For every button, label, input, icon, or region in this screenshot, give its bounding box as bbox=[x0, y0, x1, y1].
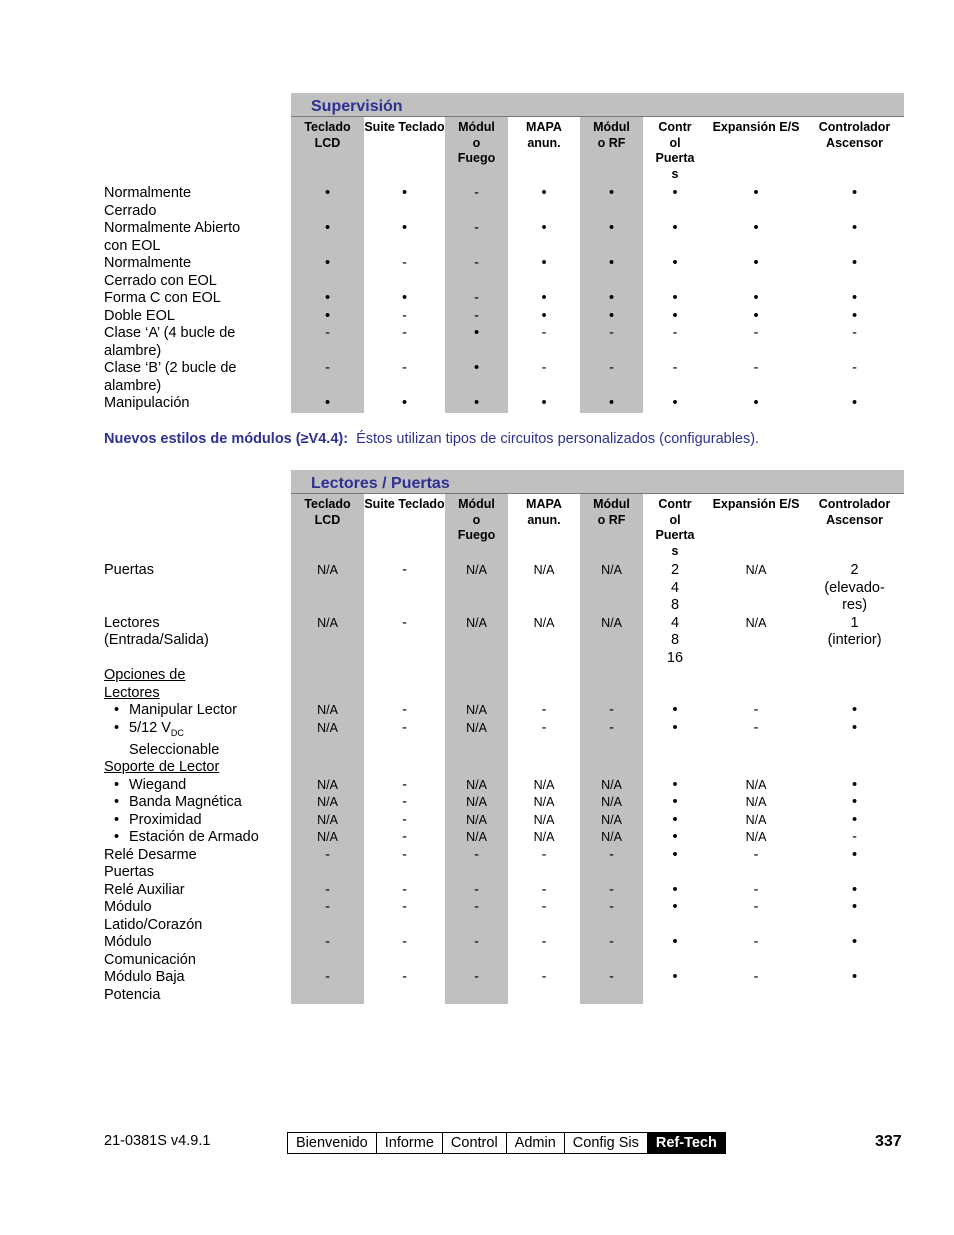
table-cell: - bbox=[580, 360, 643, 395]
table-cell: - bbox=[541, 899, 547, 916]
table-cell: • bbox=[541, 307, 547, 324]
table-cell: N/A bbox=[745, 795, 767, 810]
table-cell: • bbox=[541, 290, 547, 306]
table-cell: • bbox=[672, 969, 678, 986]
row-label: Módulo Baja Potencia bbox=[104, 969, 185, 1003]
column-header: Contr ol Puerta s bbox=[655, 497, 695, 558]
table-cell: • bbox=[580, 308, 643, 326]
bullet-icon: • bbox=[114, 794, 120, 811]
table-cell bbox=[805, 759, 904, 777]
table-cell: • bbox=[401, 290, 408, 306]
table-cell: • bbox=[753, 220, 759, 236]
table-cell: • bbox=[445, 395, 508, 413]
nav-tab-informe[interactable]: Informe bbox=[377, 1133, 443, 1153]
table-cell: • bbox=[291, 185, 364, 220]
table-cell: • bbox=[401, 220, 408, 236]
table-cell: N/A bbox=[745, 615, 767, 630]
table-cell: - bbox=[402, 719, 407, 736]
table-cell: - bbox=[445, 290, 508, 308]
table-row bbox=[104, 829, 904, 847]
table-cell: • bbox=[852, 811, 858, 828]
table-cell: - bbox=[541, 325, 547, 341]
table-cell: - bbox=[580, 325, 643, 360]
table-cell: - bbox=[580, 702, 643, 720]
table-cell: • bbox=[580, 255, 643, 290]
row-label: Forma C con EOL bbox=[104, 290, 221, 306]
table-cell: • bbox=[580, 395, 643, 413]
table-cell: • bbox=[672, 220, 678, 236]
table-cell: N/A bbox=[533, 615, 555, 630]
table-cell: N/A bbox=[445, 812, 508, 830]
table-cell bbox=[707, 667, 805, 702]
nav-tab-ref-tech[interactable]: Ref-Tech bbox=[648, 1133, 725, 1153]
table-cell: • bbox=[291, 220, 364, 255]
row-label: Clase ‘B’ (2 bucle de alambre) bbox=[104, 360, 237, 394]
table-cell: - bbox=[541, 846, 547, 863]
table-cell bbox=[291, 667, 364, 702]
table-cell: - bbox=[445, 220, 508, 255]
table-cell: • bbox=[852, 255, 858, 271]
table-cell: - bbox=[445, 934, 508, 969]
table-row bbox=[104, 812, 904, 830]
row-label: • Banda Magnética bbox=[114, 794, 242, 811]
table-cell: - bbox=[402, 934, 407, 951]
table-cell: • bbox=[672, 185, 678, 201]
table-cell: N/A bbox=[445, 829, 508, 847]
note-bold: Nuevos estilos de módulos (≥V4.4): bbox=[104, 431, 349, 447]
table-cell: - bbox=[580, 882, 643, 900]
table-cell: N/A bbox=[291, 562, 364, 615]
table-cell: - bbox=[402, 899, 407, 916]
table-cell: N/A bbox=[580, 812, 643, 830]
row-label: • Proximidad bbox=[114, 811, 202, 828]
readers-doors-table bbox=[104, 470, 904, 1004]
table-cell: • bbox=[291, 290, 364, 308]
table-cell: • bbox=[672, 811, 678, 828]
row-label: • Estación de Armado bbox=[114, 829, 259, 846]
row-label: Manipulación bbox=[104, 395, 190, 411]
table-cell: • bbox=[852, 899, 858, 916]
table-row bbox=[104, 185, 904, 220]
table-cell: N/A bbox=[580, 794, 643, 812]
table-cell: • bbox=[291, 395, 364, 413]
table-row bbox=[104, 759, 904, 777]
table-cell: - bbox=[753, 881, 759, 898]
table-cell: N/A bbox=[291, 794, 364, 812]
table-cell bbox=[364, 759, 445, 777]
table-cell: • bbox=[852, 702, 858, 718]
table-cell: • bbox=[401, 395, 408, 411]
table-cell: • bbox=[672, 899, 678, 916]
table-cell: - bbox=[445, 308, 508, 326]
table-cell: • bbox=[852, 969, 858, 986]
row-label: Opciones de Lectores bbox=[104, 667, 186, 701]
row-label: • Manipular Lector bbox=[114, 702, 237, 718]
table-cell: • bbox=[672, 829, 678, 846]
table-cell: N/A bbox=[291, 702, 364, 720]
table-cell: • bbox=[852, 881, 858, 898]
table-cell: - bbox=[753, 846, 759, 863]
table-cell: 2 (elevado- res) bbox=[824, 562, 885, 613]
table-row bbox=[104, 290, 904, 308]
column-header: Módul o Fuego bbox=[445, 117, 508, 186]
table-cell: - bbox=[445, 969, 508, 1004]
table-cell: • bbox=[852, 290, 858, 306]
table-cell: - bbox=[580, 969, 643, 1004]
table-cell bbox=[445, 759, 508, 777]
row-label: Clase ‘A’ (4 bucle de alambre) bbox=[104, 325, 236, 359]
table-cell bbox=[805, 667, 904, 702]
table-cell: - bbox=[402, 360, 407, 376]
table-cell: N/A bbox=[745, 777, 767, 792]
table-cell: 1 (interior) bbox=[827, 614, 882, 648]
table-cell: - bbox=[753, 702, 759, 718]
row-label: Soporte de Lector bbox=[104, 759, 220, 776]
table-cell: N/A bbox=[533, 795, 555, 810]
table-cell bbox=[508, 667, 580, 702]
table-cell: • bbox=[401, 185, 408, 201]
table-cell: - bbox=[541, 702, 547, 718]
row-label: Módulo Latido/Corazón bbox=[104, 899, 203, 933]
table-cell: - bbox=[445, 882, 508, 900]
table-cell: • bbox=[541, 395, 547, 411]
table-row bbox=[104, 720, 904, 760]
table-cell: - bbox=[672, 325, 678, 341]
table-cell: - bbox=[672, 360, 678, 376]
supervision-title: Supervisión bbox=[291, 93, 904, 117]
row-label: Normalmente Cerrado con EOL bbox=[104, 255, 217, 289]
table-row bbox=[104, 702, 904, 720]
table-cell: N/A bbox=[445, 777, 508, 795]
table-cell: N/A bbox=[745, 812, 767, 827]
table-cell: - bbox=[402, 846, 407, 863]
nav-tab-admin[interactable]: Admin bbox=[507, 1133, 565, 1153]
table-cell: • bbox=[852, 846, 858, 863]
table-row bbox=[104, 777, 904, 795]
table-row bbox=[104, 308, 904, 326]
table-cell: - bbox=[580, 899, 643, 934]
table-cell: N/A bbox=[533, 812, 555, 827]
table-cell: N/A bbox=[745, 830, 767, 845]
table-cell: - bbox=[291, 360, 364, 395]
nav-tab-bienvenido[interactable]: Bienvenido bbox=[288, 1133, 377, 1153]
column-header: MAPA anun. bbox=[526, 120, 562, 150]
table-cell: • bbox=[541, 185, 547, 201]
page-number: 337 bbox=[875, 1133, 902, 1150]
table-cell: • bbox=[580, 290, 643, 308]
table-row bbox=[104, 615, 904, 668]
table-cell: - bbox=[402, 702, 407, 718]
table-row bbox=[104, 360, 904, 395]
table-cell: • bbox=[852, 395, 858, 411]
nav-tab-config-sis[interactable]: Config Sis bbox=[565, 1133, 648, 1153]
column-header: Módul o RF bbox=[580, 117, 643, 186]
table-cell: - bbox=[402, 794, 407, 811]
table-cell: N/A bbox=[745, 563, 767, 577]
table-row bbox=[104, 395, 904, 413]
table-cell: N/A bbox=[580, 615, 643, 668]
table-cell: - bbox=[753, 899, 759, 916]
table-cell: • bbox=[445, 325, 508, 360]
row-label: • Wiegand bbox=[114, 776, 187, 793]
table-cell: • bbox=[753, 185, 759, 201]
table-cell: N/A bbox=[580, 829, 643, 847]
table-cell: - bbox=[402, 829, 407, 846]
table-cell: - bbox=[291, 899, 364, 934]
table-cell bbox=[580, 667, 643, 702]
table-row bbox=[104, 969, 904, 1004]
row-label: Puertas bbox=[104, 562, 154, 578]
table-cell: - bbox=[852, 325, 857, 341]
table-row bbox=[104, 934, 904, 969]
table-cell: - bbox=[753, 719, 759, 736]
table-cell: • bbox=[672, 702, 678, 718]
row-label: Normalmente Cerrado bbox=[104, 185, 192, 219]
table-cell: N/A bbox=[445, 720, 508, 760]
table-cell: - bbox=[580, 847, 643, 882]
row-label: Relé Auxiliar bbox=[104, 881, 185, 898]
table-cell: • bbox=[672, 395, 678, 411]
table-cell: - bbox=[402, 969, 407, 986]
column-header: MAPA anun. bbox=[526, 497, 562, 527]
table-cell: • bbox=[541, 255, 547, 271]
table-cell: • bbox=[852, 794, 858, 811]
table-cell: - bbox=[541, 719, 547, 736]
table-cell: - bbox=[541, 934, 547, 951]
table-cell bbox=[643, 759, 707, 777]
table-cell: - bbox=[402, 325, 407, 341]
table-cell: • bbox=[753, 395, 759, 411]
table-cell: - bbox=[541, 360, 547, 376]
table-cell: - bbox=[291, 969, 364, 1004]
table-cell: • bbox=[445, 360, 508, 395]
table-cell: - bbox=[852, 360, 857, 376]
row-label: Módulo Comunicación bbox=[104, 934, 196, 968]
table-cell: N/A bbox=[580, 777, 643, 795]
table-cell bbox=[643, 667, 707, 702]
table-cell: - bbox=[753, 969, 759, 986]
table-cell: N/A bbox=[291, 615, 364, 668]
table-cell: - bbox=[402, 255, 407, 271]
table-cell bbox=[291, 759, 364, 777]
table-row bbox=[104, 325, 904, 360]
table-cell: N/A bbox=[445, 794, 508, 812]
table-cell: - bbox=[402, 811, 407, 828]
table-cell: - bbox=[580, 720, 643, 760]
table-cell: • bbox=[580, 220, 643, 255]
table-cell: - bbox=[445, 899, 508, 934]
supervision-table bbox=[104, 93, 904, 413]
table-cell: - bbox=[753, 934, 759, 951]
table-cell: • bbox=[852, 776, 858, 793]
table-cell: • bbox=[672, 881, 678, 898]
table-cell: • bbox=[672, 255, 678, 271]
readers-title: Lectores / Puertas bbox=[291, 470, 904, 494]
table-cell: - bbox=[402, 881, 407, 898]
table-cell: - bbox=[541, 881, 547, 898]
bullet-icon: • bbox=[114, 829, 120, 846]
table-cell: - bbox=[402, 776, 407, 793]
table-cell: • bbox=[852, 307, 858, 324]
table-cell: • bbox=[291, 255, 364, 290]
column-header: Teclado LCD bbox=[291, 117, 364, 186]
table-cell: - bbox=[402, 614, 407, 631]
table-cell: - bbox=[445, 185, 508, 220]
table-cell: - bbox=[445, 847, 508, 882]
table-cell: • bbox=[291, 308, 364, 326]
column-header: Teclado LCD bbox=[291, 494, 364, 563]
table-row bbox=[104, 667, 904, 702]
table-cell: - bbox=[402, 562, 407, 578]
column-header: Suite Teclado bbox=[364, 120, 445, 134]
table-cell: • bbox=[672, 934, 678, 951]
table-cell: - bbox=[852, 829, 857, 846]
column-header: Controlador Ascensor bbox=[818, 497, 891, 527]
table-cell: • bbox=[672, 307, 678, 324]
table-cell: 2 4 8 bbox=[670, 562, 680, 613]
table-cell: - bbox=[402, 307, 407, 324]
row-label: • 5/12 $V_{DC}$ Seleccionable bbox=[114, 719, 220, 758]
table-cell bbox=[508, 759, 580, 777]
table-cell: • bbox=[672, 290, 678, 306]
table-row bbox=[104, 255, 904, 290]
table-cell: N/A bbox=[445, 562, 508, 615]
table-cell: N/A bbox=[445, 702, 508, 720]
table-cell: - bbox=[753, 360, 759, 376]
bullet-icon: • bbox=[114, 719, 120, 736]
table-cell: • bbox=[541, 220, 547, 236]
table-cell: • bbox=[852, 719, 858, 736]
bullet-icon: • bbox=[114, 702, 120, 718]
table-cell: • bbox=[852, 185, 858, 201]
table-cell: • bbox=[852, 220, 858, 236]
module-styles-note bbox=[104, 431, 759, 447]
table-row bbox=[104, 794, 904, 812]
table-cell: • bbox=[672, 776, 678, 793]
table-cell: - bbox=[445, 255, 508, 290]
column-header: Módul o Fuego bbox=[445, 494, 508, 563]
table-row bbox=[104, 899, 904, 934]
table-cell: - bbox=[291, 847, 364, 882]
table-cell: N/A bbox=[533, 830, 555, 845]
table-cell bbox=[445, 667, 508, 702]
table-cell: • bbox=[753, 255, 759, 271]
table-cell: - bbox=[291, 934, 364, 969]
column-header: Expansión E/S bbox=[712, 497, 800, 511]
column-header: Controlador Ascensor bbox=[818, 120, 891, 150]
table-cell: N/A bbox=[291, 812, 364, 830]
row-label: Doble EOL bbox=[104, 307, 175, 324]
table-cell: - bbox=[580, 934, 643, 969]
table-cell: • bbox=[672, 846, 678, 863]
row-label: Relé Desarme Puertas bbox=[104, 846, 197, 881]
footer-nav bbox=[287, 1132, 726, 1154]
column-header: Suite Teclado bbox=[364, 497, 445, 511]
table-cell: N/A bbox=[445, 615, 508, 668]
document-code: 21-0381S v4.9.1 bbox=[104, 1133, 211, 1149]
table-cell: - bbox=[291, 882, 364, 900]
table-row bbox=[104, 220, 904, 255]
table-cell bbox=[707, 759, 805, 777]
table-cell: • bbox=[753, 290, 759, 306]
table-cell bbox=[364, 667, 445, 702]
nav-tab-control[interactable]: Control bbox=[443, 1133, 507, 1153]
table-row bbox=[104, 847, 904, 882]
table-cell: N/A bbox=[533, 563, 555, 577]
row-label: Normalmente Abierto con EOL bbox=[104, 220, 241, 254]
table-cell: N/A bbox=[291, 777, 364, 795]
bullet-icon: • bbox=[114, 776, 120, 793]
table-row bbox=[104, 882, 904, 900]
table-cell bbox=[580, 759, 643, 777]
note-text: Éstos utilizan tipos de circuitos personalizados (configurables). bbox=[356, 431, 760, 447]
table-cell: • bbox=[580, 185, 643, 220]
column-header: Módul o RF bbox=[580, 494, 643, 563]
column-header: Expansión E/S bbox=[712, 120, 800, 134]
table-cell: • bbox=[753, 307, 759, 324]
table-cell: - bbox=[291, 325, 364, 360]
table-cell: • bbox=[672, 719, 678, 736]
table-cell: - bbox=[541, 969, 547, 986]
table-cell: • bbox=[672, 794, 678, 811]
table-cell: 4 8 16 bbox=[666, 614, 684, 666]
row-label: Lectores (Entrada/Salida) bbox=[104, 614, 209, 648]
table-cell: N/A bbox=[580, 562, 643, 615]
table-cell: N/A bbox=[533, 777, 555, 792]
table-cell: - bbox=[753, 325, 759, 341]
table-cell: N/A bbox=[291, 720, 364, 760]
table-cell: N/A bbox=[291, 829, 364, 847]
table-cell: • bbox=[852, 934, 858, 951]
bullet-icon: • bbox=[114, 811, 120, 828]
column-header: Contr ol Puerta s bbox=[655, 120, 695, 181]
table-row bbox=[104, 562, 904, 615]
